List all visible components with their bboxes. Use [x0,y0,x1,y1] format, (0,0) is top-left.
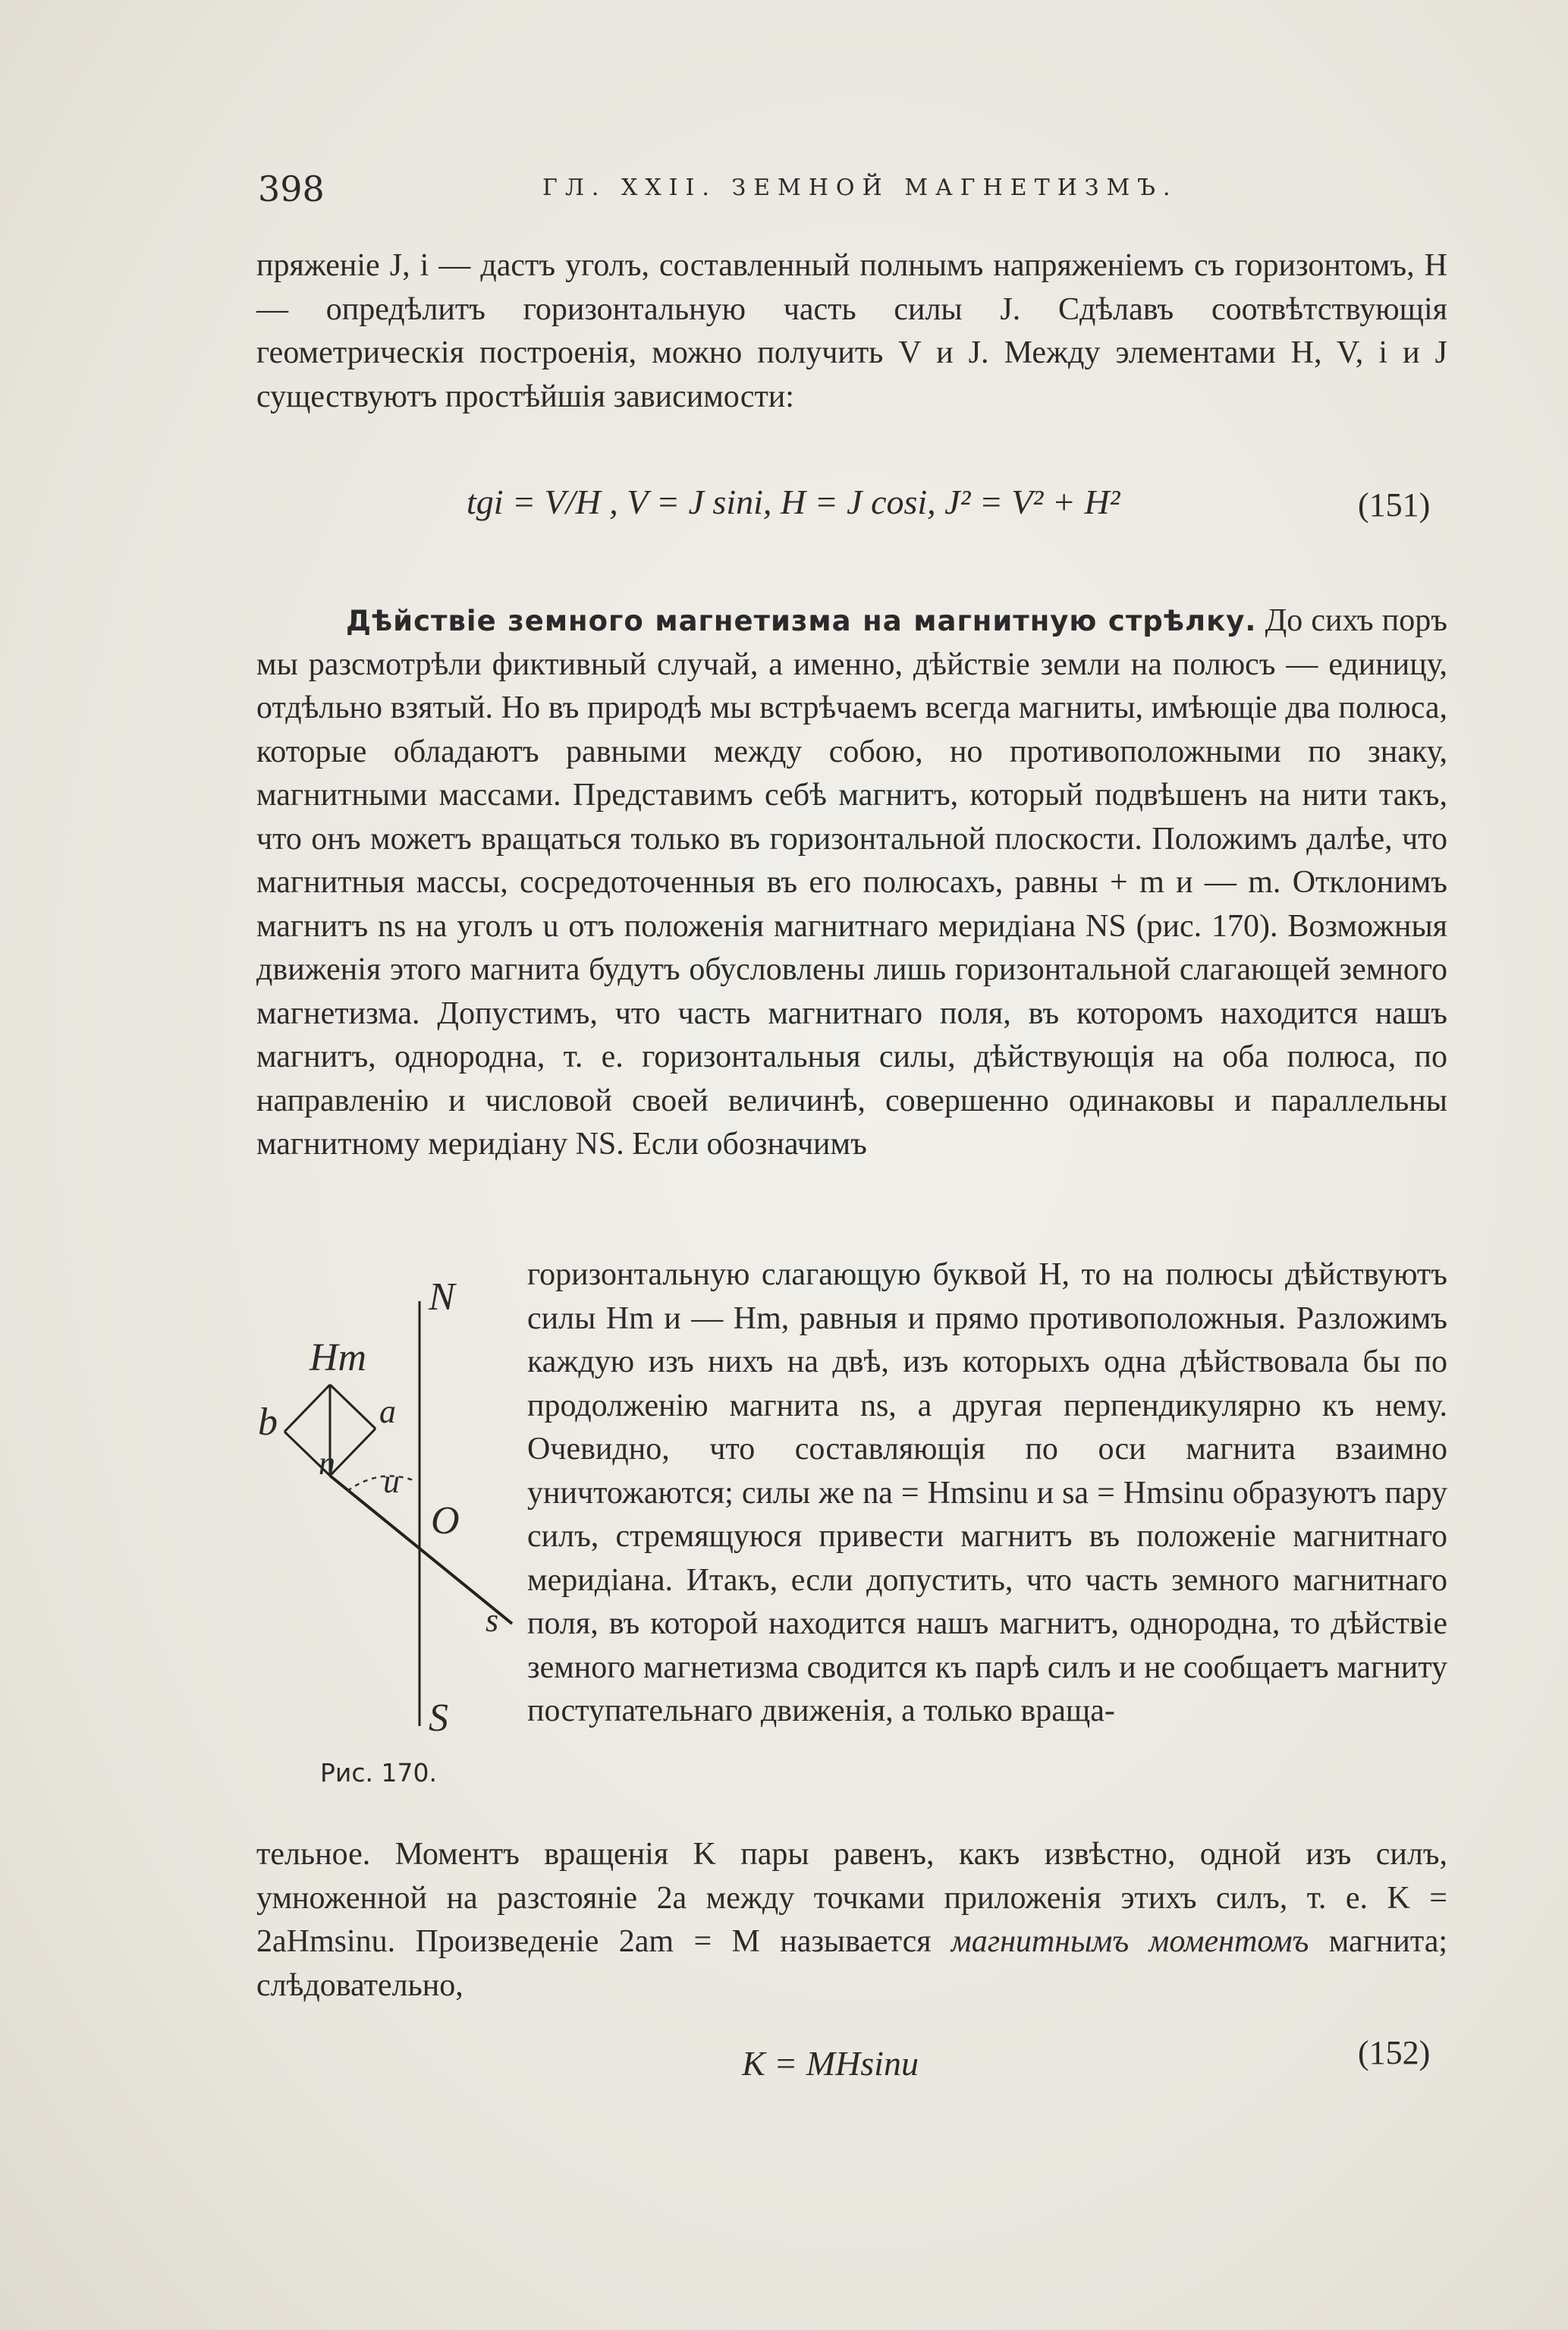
label-a: a [379,1393,396,1430]
formula-151: tgi = V/H , V = J sini, H = J cosi, J² = V² + H² [467,483,1120,521]
angle-arc [347,1476,413,1491]
text-after-figure: тельное. Моментъ вращенія K пары равенъ, какъ извѣстно, одной изъ силъ, умноженной на разстояніе 2a между точками приложенія этихъ силъ, т. е. K = 2aHmsinu. Произведеніе 2am = M называется магнитнымъ моментомъ магнита; слѣдовательно, [256,1837,1448,2003]
equation-number-152: (152) [1358,2034,1431,2071]
section-paragraph [256,599,1447,1167]
figure-caption: Рис. 170. [320,1758,437,1788]
equation-number-151: (151) [1358,486,1431,524]
magnet-line [330,1476,512,1624]
term-magnetic-moment: магнитнымъ моментомъ [951,1924,1309,1959]
intro-paragraph: пряженіе J, i — дастъ уголъ, составленный полнымъ напряженіемъ съ горизонтомъ, H — опредѣлитъ горизонтальную часть силы J. Сдѣлавъ соотвѣтствующія геометрическія построенія, можно получить V и J. Между элементами H, V, i и J существуютъ простѣйшія зависимости: [256,248,1447,414]
running-head: ГЛ. XXII. ЗЕМНОЙ МАГНЕТИЗМЪ. [542,175,1178,201]
label-N: N [429,1275,455,1319]
formula-152: K = MHsinu [742,2044,919,2083]
label-s: s [485,1602,499,1639]
label-n: n [319,1445,335,1482]
magnet-diagram [258,1263,516,1749]
label-O: O [431,1499,460,1542]
page-number: 398 [258,168,325,209]
page-header [258,168,1447,214]
force-a-line [330,1385,376,1429]
figure-170 [258,1263,516,1810]
force-b-line [284,1385,330,1432]
label-u: u [383,1463,400,1500]
text-beside-figure: горизонтальную слагающую буквой H, то на полюсы дѣйствуютъ силы Hm и — Hm, равныя и прямо противоположныя. Разложимъ каждую изъ нихъ на двѣ, изъ которыхъ одна дѣйствовала бы по продолженію магнита ns, а другая перпендикулярно къ нему. Очевидно, что составляющія по оси магнита взаимно уничтожаются; силы же na = Hmsinu и sa = Hmsinu образуютъ пару силъ, стремящуюся привести магнитъ въ положеніе магнитнаго меридіана. Итакъ, если допустить, что часть земного магнитнаго поля, въ которой находится нашъ магнитъ, однородна, то дѣйствіе земного магнетизма сводится къ парѣ силъ и не сообщаетъ магниту поступательнаго движенія, а только враща- [527,1257,1447,1728]
section-heading: Дѣйствіе земного магнетизма на магнитную стрѣлку. [346,605,1257,637]
label-Hm: Hm [310,1336,367,1379]
section-body: До сихъ поръ мы разсмотрѣли фиктивный случай, а именно, дѣйствіе земли на полюсъ — единицу, отдѣльно взятый. Но въ природѣ мы встрѣчаемъ всегда магниты, имѣющіе два полюса, которые обладаютъ равными между собою, но противоположными по знаку, магнитными массами. Представимъ себѣ магнитъ, который подвѣшенъ на нити такъ, что онъ можетъ вращаться только въ горизонтальной плоскости. Положимъ далѣе, что магнитныя массы, сосредоточенныя въ его полюсахъ, равны + m и — m. Отклонимъ магнитъ ns на уголъ u отъ положенія магнитнаго меридіана NS (рис. 170). Возможныя движенія этого магнита будутъ обусловлены лишь горизонтальной слагающей земного магнетизма. Допустимъ, что часть магнитнаго поля, въ которомъ находится нашъ магнитъ, однородна, т. е. горизонтальныя силы, дѣйствующія на оба полюса, по направленію и числовой своей величинѣ, совершенно одинаковы и параллельны магнитному меридіану NS. Если обозначимъ [256,603,1447,1162]
label-b: b [258,1401,278,1444]
label-S: S [429,1696,448,1740]
